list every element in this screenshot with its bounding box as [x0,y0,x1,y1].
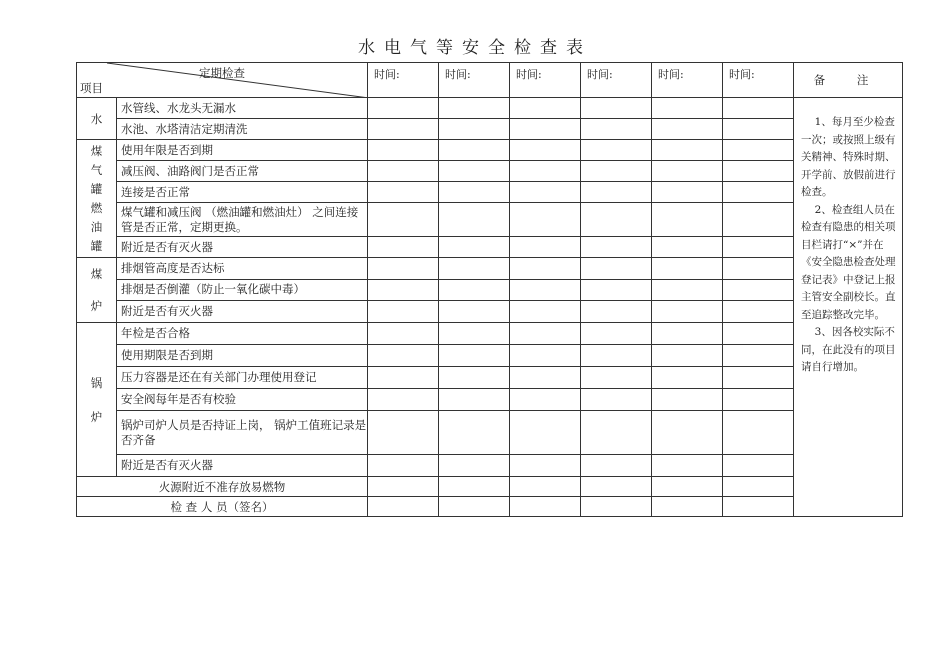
notes-cell [794,98,903,517]
table-row [77,182,903,203]
signature-cell[interactable] [439,497,510,517]
check-cell[interactable] [723,411,794,455]
check-cell[interactable] [439,389,510,411]
time-header[interactable]: 时间: [439,63,510,98]
check-cell[interactable] [368,203,439,237]
check-cell[interactable] [510,258,581,280]
check-cell[interactable] [581,98,652,119]
check-cell[interactable] [368,237,439,258]
check-cell[interactable] [510,367,581,389]
check-cell[interactable] [652,345,723,367]
check-cell[interactable] [723,161,794,182]
check-cell[interactable] [652,98,723,119]
category-water: 水 [77,98,117,140]
check-cell[interactable] [581,455,652,477]
time-header[interactable]: 时间: [368,63,439,98]
check-cell[interactable] [439,345,510,367]
check-cell[interactable] [368,301,439,323]
time-header[interactable]: 时间: [723,63,794,98]
check-item: 连接是否正常 [117,182,368,203]
check-cell[interactable] [439,98,510,119]
table-row [77,367,903,389]
header-corner-cell [77,63,368,98]
note-1: 1、每月至少检查一次；或按照上级有关精神、特殊时期、开学前、放假前进行检查。 [801,116,896,198]
check-cell[interactable] [652,203,723,237]
check-cell[interactable] [510,203,581,237]
check-cell[interactable] [652,161,723,182]
check-item: 安全阀每年是否有校验 [117,389,368,411]
check-cell[interactable] [652,367,723,389]
check-item: 压力容器是还在有关部门办理使用登记 [117,367,368,389]
check-cell[interactable] [510,98,581,119]
check-cell[interactable] [368,389,439,411]
check-cell[interactable] [368,98,439,119]
check-cell[interactable] [581,279,652,301]
check-cell[interactable] [439,203,510,237]
check-item: 排烟是否倒灌（防止一氧化碳中毒） [117,279,368,301]
check-cell[interactable] [581,301,652,323]
signature-cell[interactable] [581,497,652,517]
table-row [77,497,903,517]
category-gas-oil-tank [77,140,117,258]
check-cell[interactable] [723,119,794,140]
check-cell[interactable] [581,161,652,182]
check-cell[interactable] [368,323,439,345]
check-cell[interactable] [439,477,510,497]
check-cell[interactable] [368,411,439,455]
check-cell[interactable] [510,182,581,203]
check-item: 使用期限是否到期 [117,345,368,367]
check-cell[interactable] [652,301,723,323]
category-boiler [77,323,117,477]
check-cell[interactable] [652,119,723,140]
check-cell[interactable] [439,182,510,203]
table-row [77,301,903,323]
check-item: 水池、水塔清洁定期清洗 [117,119,368,140]
check-cell[interactable] [439,279,510,301]
check-cell[interactable] [723,140,794,161]
check-cell[interactable] [581,323,652,345]
check-cell[interactable] [439,323,510,345]
check-item: 锅炉司炉人员是否持证上岗， 锅炉工值班记录是否齐备 [117,411,368,455]
check-cell[interactable] [368,279,439,301]
check-cell[interactable] [723,477,794,497]
check-cell[interactable] [723,279,794,301]
check-item: 排烟管高度是否达标 [117,258,368,280]
signature-cell[interactable] [368,497,439,517]
check-cell[interactable] [581,140,652,161]
check-cell[interactable] [439,140,510,161]
check-cell[interactable] [510,411,581,455]
check-cell[interactable] [581,203,652,237]
check-cell[interactable] [723,345,794,367]
check-cell[interactable] [368,258,439,280]
check-cell[interactable] [723,203,794,237]
check-cell[interactable] [368,140,439,161]
category-label: 煤气罐燃油罐 [90,143,103,253]
category-label: 锅炉 [90,375,103,424]
check-cell[interactable] [368,345,439,367]
check-cell[interactable] [723,182,794,203]
remark-header: 备 注 [794,63,903,98]
check-cell[interactable] [652,323,723,345]
check-cell[interactable] [439,237,510,258]
check-item: 年检是否合格 [117,323,368,345]
table-row [77,98,903,119]
check-cell[interactable] [368,367,439,389]
check-item: 煤气罐和减压阀 （燃油罐和燃油灶） 之间连接管是否正常，定期更换。 [117,203,368,237]
check-cell[interactable] [581,345,652,367]
check-cell[interactable] [723,301,794,323]
signature-cell[interactable] [652,497,723,517]
table-row [77,161,903,182]
check-cell[interactable] [652,279,723,301]
check-cell[interactable] [439,411,510,455]
check-item: 附近是否有灭火器 [117,455,368,477]
inspection-table [76,62,903,517]
check-cell[interactable] [510,389,581,411]
check-item: 附近是否有灭火器 [117,301,368,323]
check-cell[interactable] [368,119,439,140]
check-cell[interactable] [723,367,794,389]
inspector-label-text: 检 查 人 员（签名） [170,499,274,514]
check-cell[interactable] [439,161,510,182]
check-cell[interactable] [723,237,794,258]
check-cell[interactable] [652,237,723,258]
header-row [77,63,903,98]
check-cell[interactable] [368,477,439,497]
check-item: 使用年限是否到期 [117,140,368,161]
check-cell[interactable] [581,237,652,258]
table-row [77,119,903,140]
check-item: 水管线、水龙头无漏水 [117,98,368,119]
periodic-check-label: 定期检查 [199,66,245,80]
check-cell[interactable] [652,477,723,497]
check-cell[interactable] [439,258,510,280]
project-label: 项目 [80,81,103,95]
note-2: 2、检查组人员在检查有隐患的相关项目栏请打“×”并在《安全隐患检查处理登记表》中登记上报主管安全副校长。直至追踪整改完毕。 [801,203,896,321]
table-row [77,279,903,301]
check-cell[interactable] [510,301,581,323]
check-cell[interactable] [510,161,581,182]
check-cell[interactable] [510,119,581,140]
check-cell[interactable] [368,455,439,477]
check-cell[interactable] [439,367,510,389]
note-3: 3、因各校实际不同，在此没有的项目请自行增加。 [801,326,896,373]
check-cell[interactable] [510,345,581,367]
time-header[interactable]: 时间: [652,63,723,98]
check-cell[interactable] [723,455,794,477]
check-cell[interactable] [581,119,652,140]
table-row [77,323,903,345]
check-cell[interactable] [581,411,652,455]
check-cell[interactable] [652,411,723,455]
check-cell[interactable] [723,98,794,119]
table-row [77,389,903,411]
inspector-signature-label [77,497,368,517]
check-cell[interactable] [510,140,581,161]
check-cell[interactable] [439,119,510,140]
check-cell[interactable] [368,182,439,203]
check-item: 减压阀、油路阀门是否正常 [117,161,368,182]
category-label: 煤炉 [90,267,103,313]
check-cell[interactable] [439,301,510,323]
check-cell[interactable] [652,389,723,411]
check-cell[interactable] [652,140,723,161]
check-cell[interactable] [510,477,581,497]
table-row [77,411,903,455]
check-cell[interactable] [439,455,510,477]
check-cell[interactable] [652,258,723,280]
signature-cell[interactable] [510,497,581,517]
check-cell[interactable] [723,389,794,411]
table-row [77,477,903,497]
check-cell[interactable] [510,455,581,477]
table-row [77,258,903,280]
check-cell[interactable] [652,455,723,477]
check-cell[interactable] [510,323,581,345]
check-cell[interactable] [581,477,652,497]
table-row [77,455,903,477]
check-cell[interactable] [510,237,581,258]
check-cell[interactable] [723,323,794,345]
category-coal-stove [77,258,117,323]
page-title: 水电气等安全检查表 [358,38,592,58]
check-cell[interactable] [510,279,581,301]
check-cell[interactable] [581,389,652,411]
check-cell[interactable] [581,182,652,203]
check-item: 附近是否有灭火器 [117,237,368,258]
signature-cell[interactable] [723,497,794,517]
time-header[interactable]: 时间: [581,63,652,98]
check-cell[interactable] [652,182,723,203]
fire-source-row-label: 火源附近不准存放易燃物 [77,477,368,497]
check-cell[interactable] [368,161,439,182]
time-header[interactable]: 时间: [510,63,581,98]
table-row [77,203,903,237]
check-cell[interactable] [581,258,652,280]
table-row [77,140,903,161]
check-cell[interactable] [723,258,794,280]
table-row [77,237,903,258]
check-cell[interactable] [581,367,652,389]
table-row [77,345,903,367]
